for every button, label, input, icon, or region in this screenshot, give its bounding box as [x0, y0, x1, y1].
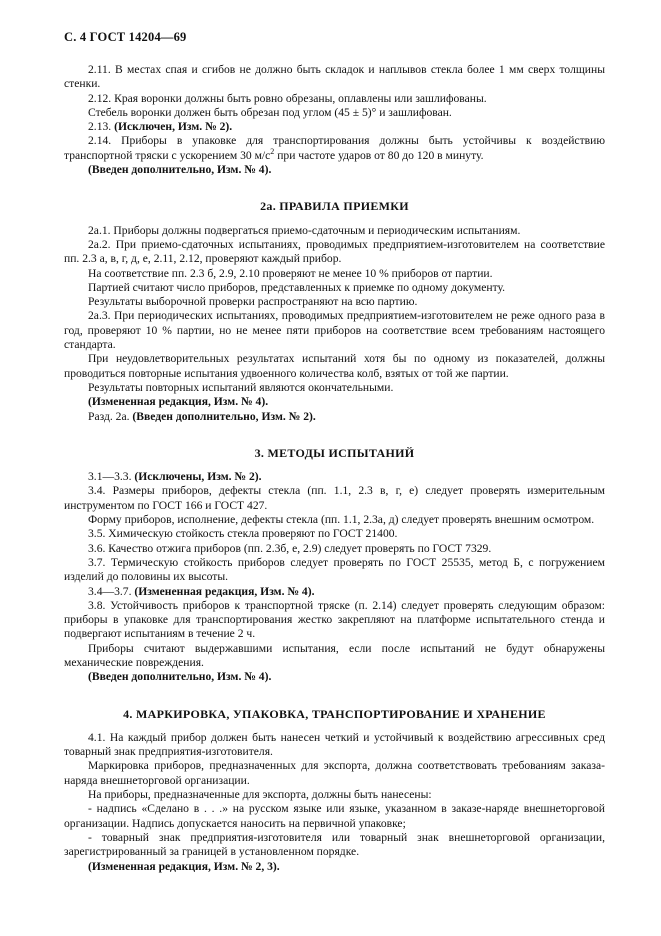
clause-number: 3.1—3.3.: [88, 470, 132, 484]
clause-2-11: 2.11. В местах спая и сгибов не должно быть складок и наплывов стекла более 1 мм сверх толщины стенки.: [64, 63, 605, 91]
clause-text-cont: при частоте ударов от 80 до 120 в минуту.: [274, 148, 484, 162]
document-body: [64, 63, 605, 874]
amendment-note: (Исключен, Изм. № 2).: [114, 120, 233, 134]
clause-4-1-item-1: - надпись «Сделано в . . .» на русском языке или языке, указанном в заказе-наряде внешнеторговой организации. Надпись допускается наносить на первичной упаковке;: [64, 802, 605, 830]
section-ref: Разд. 2а.: [88, 409, 130, 423]
amendment-note: (Введен дополнительно, Изм. № 4).: [88, 163, 272, 177]
amendment-note: (Введен дополнительно, Изм. № 4).: [88, 670, 272, 684]
section-title-4: 4. МАРКИРОВКА, УПАКОВКА, ТРАНСПОРТИРОВАНИЕ И ХРАНЕНИЕ: [123, 706, 546, 721]
section-2a-note: [64, 410, 605, 424]
amendment-note: (Исключены, Изм. № 2).: [134, 470, 262, 484]
clause-4-1-export: Маркировка приборов, предназначенных для экспорта, должна соответствовать требованиям заказа-наряда внешнеторговой организации.: [64, 759, 605, 787]
clause-number: 3.4—3.7.: [88, 584, 132, 598]
clause-2-13: [64, 120, 605, 134]
section-title-3: 3. МЕТОДЫ ИСПЫТАНИЙ: [254, 445, 415, 460]
section-title-2a: 2а. ПРАВИЛА ПРИЕМКИ: [260, 199, 409, 214]
clause-text: 2.14. Приборы в упаковке для транспортирования должны быть устойчивы к воздействию транспортной тряски с ускорением 30 м/с: [64, 134, 605, 162]
clause-3-8: 3.8. Устойчивость приборов к транспортной тряске (п. 2.14) следует проверять следующим образом: приборы в упаковке для транспортирования жестко закрепляют на платформе испытательного стенда и подвергают испытаниям в течение 2 ч.: [64, 598, 605, 641]
page-header: С. 4 ГОСТ 14204—69: [64, 30, 187, 44]
clause-2a-2: 2а.2. При приемо-сдаточных испытаниях, проводимых предприятием-изготовителем на соответствие пп. 2.3 а, в, г, д, е, 2.11, 2.12, проверяют каждый прибор.: [64, 237, 605, 266]
clause-2a-3-final: Результаты повторных испытаний являются окончательными.: [88, 380, 394, 394]
clause-3-1-3-3: [64, 470, 605, 484]
clause-number: 2.13.: [88, 120, 112, 134]
clause-2a-3: 2а.3. При периодических испытаниях, проводимых предприятием-изготовителем не реже одного раза в год, проверяют 10 % партии, но не менее пяти приборов на соответствие всем требованиям настоящего стандарта.: [64, 309, 605, 352]
clause-3-6: 3.6. Качество отжига приборов (пп. 2.3б, е, 2.9) следует проверять по ГОСТ 7329.: [88, 541, 492, 555]
clause-2a-1: 2а.1. Приборы должны подвергаться приемо-сдаточным и периодическим испытаниям.: [88, 223, 521, 237]
clause-3-4: 3.4. Размеры приборов, дефекты стекла (пп. 1.1, 2.3 в, г, е) следует проверять измерительным инструментом по ГОСТ 166 и ГОСТ 427.: [64, 484, 605, 512]
clause-3-8-result: Приборы считают выдержавшими испытания, если после испытаний не будут обнаружены механические повреждения.: [64, 641, 605, 669]
clause-3-4-visual: Форму приборов, исполнение, дефекты стекла (пп. 1.1, 2.3а, д) следует проверять внешним осмотром.: [88, 513, 595, 527]
clause-2-12-stem: Стебель воронки должен быть обрезан под углом (45 ± 5)° и зашлифован.: [88, 105, 452, 119]
clause-3-4-3-7: [64, 585, 605, 599]
clause-4-1: 4.1. На каждый прибор должен быть нанесен четкий и устойчивый к воздействию агрессивных сред товарный знак предприятия-изготовителя.: [64, 730, 605, 759]
clause-4-1-marking: На приборы, предназначенные для экспорта, должны быть нанесены:: [88, 788, 432, 802]
amendment-note: (Измененная редакция, Изм. № 4).: [134, 584, 315, 598]
clause-2a-3-retest: При неудовлетворительных результатах испытаний хотя бы по одному из показателей, должны проводиться повторные испытания удвоенного количества колб, взятых от той же партии.: [64, 352, 605, 380]
clause-3-7: 3.7. Термическую стойкость приборов следует проверять по ГОСТ 25535, метод Б, с погружением изделий до половины их высоты.: [64, 555, 605, 584]
amendment-note: (Измененная редакция, Изм. № 4).: [88, 395, 269, 409]
clause-2a-2-results: Результаты выборочной проверки распространяют на всю партию.: [88, 295, 418, 309]
amendment-note: (Измененная редакция, Изм. № 2, 3).: [88, 859, 280, 873]
clause-3-5: 3.5. Химическую стойкость стекла проверяют по ГОСТ 21400.: [88, 527, 398, 541]
clause-2a-2-batch: Партией считают число приборов, представленных к приемке по одному документу.: [88, 280, 506, 294]
clause-2-14: [64, 134, 605, 163]
clause-4-1-item-2: - товарный знак предприятия-изготовителя или товарный знак внешнеторговой организации, зарегистрированный за границей в установленном порядке.: [64, 830, 605, 859]
clause-2a-2-sample: На соответствие пп. 2.3 б, 2.9, 2.10 проверяют не менее 10 % приборов от партии.: [88, 266, 493, 280]
superscript: 2: [270, 146, 275, 156]
amendment-note: (Введен дополнительно, Изм. № 2).: [132, 409, 316, 423]
clause-2-12: 2.12. Края воронки должны быть ровно обрезаны, оплавлены или зашлифованы.: [88, 91, 487, 105]
